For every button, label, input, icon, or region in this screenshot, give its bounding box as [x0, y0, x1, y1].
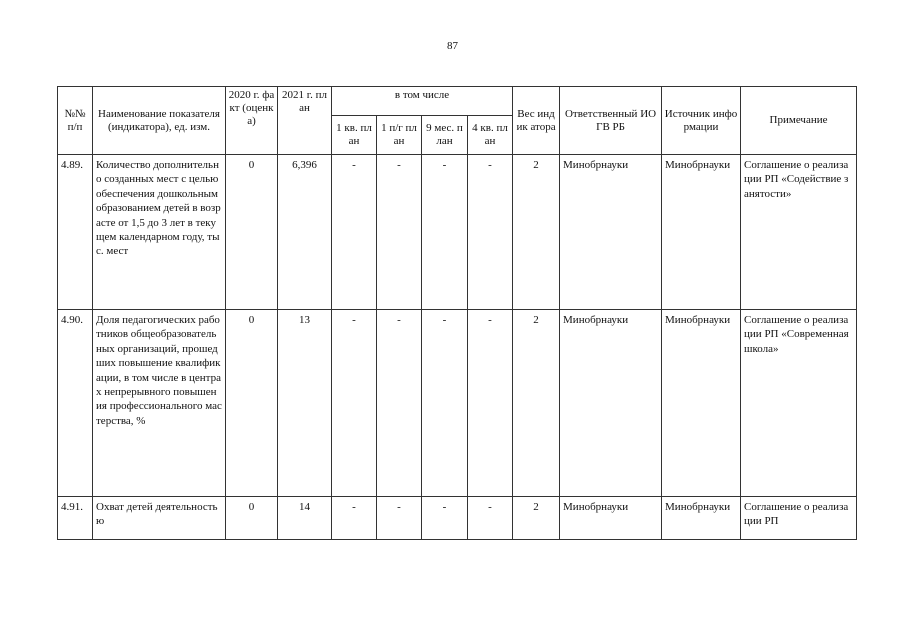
header-q1: 1 кв. план	[332, 116, 377, 155]
cell-note: Соглашение о реализации РП «Современная школа»	[741, 310, 857, 497]
table-row	[58, 310, 857, 497]
cell-source: Минобрнауки	[662, 155, 741, 310]
cell-weight: 2	[513, 310, 560, 497]
cell-name: Охват детей деятельностью	[93, 497, 226, 540]
cell-plan-2021: 6,396	[278, 155, 332, 310]
cell-9m: -	[422, 155, 468, 310]
table-header-row	[58, 87, 857, 116]
cell-q4: -	[468, 497, 513, 540]
cell-source: Минобрнауки	[662, 497, 741, 540]
cell-q1: -	[332, 497, 377, 540]
cell-num: 4.91.	[58, 497, 93, 540]
cell-responsible: Минобрнауки	[560, 310, 662, 497]
cell-q4: -	[468, 155, 513, 310]
header-name: Наименование показателя (индикатора), ед. изм.	[93, 87, 226, 155]
header-weight: Вес индик атора	[513, 87, 560, 155]
header-including: в том числе	[332, 87, 513, 116]
cell-plan-2021: 14	[278, 497, 332, 540]
cell-name: Количество дополнительно созданных мест с целью обеспечения дошкольным образованием детей в возрасте от 1,5 до 3 лет в текущем календарном году, тыс. мест	[93, 155, 226, 310]
header-note: Примечание	[741, 87, 857, 155]
header-q4: 4 кв. план	[468, 116, 513, 155]
cell-q1: -	[332, 310, 377, 497]
header-num: №№ п/п	[58, 87, 93, 155]
cell-name: Доля педагогических работников общеобразовательных организаций, прошедших повышение квалификации, в том числе в центрах непрерывного повышения профессионального мастерства, %	[93, 310, 226, 497]
cell-plan-2021: 13	[278, 310, 332, 497]
header-fact-2020: 2020 г. факт (оценка)	[226, 87, 278, 155]
cell-h1: -	[377, 497, 422, 540]
cell-responsible: Минобрнауки	[560, 155, 662, 310]
cell-fact-2020: 0	[226, 155, 278, 310]
page-number: 87	[447, 40, 458, 52]
table-row	[58, 155, 857, 310]
indicators-table	[57, 86, 857, 540]
cell-responsible: Минобрнауки	[560, 497, 662, 540]
table-row	[58, 497, 857, 540]
cell-source: Минобрнауки	[662, 310, 741, 497]
cell-9m: -	[422, 497, 468, 540]
cell-fact-2020: 0	[226, 310, 278, 497]
cell-num: 4.89.	[58, 155, 93, 310]
cell-9m: -	[422, 310, 468, 497]
header-h1: 1 п/г план	[377, 116, 422, 155]
header-9m: 9 мес. план	[422, 116, 468, 155]
cell-weight: 2	[513, 497, 560, 540]
cell-note: Соглашение о реализации РП	[741, 497, 857, 540]
cell-h1: -	[377, 155, 422, 310]
cell-num: 4.90.	[58, 310, 93, 497]
header-plan-2021: 2021 г. план	[278, 87, 332, 155]
cell-note: Соглашение о реализации РП «Содействие занятости»	[741, 155, 857, 310]
cell-h1: -	[377, 310, 422, 497]
cell-weight: 2	[513, 155, 560, 310]
cell-fact-2020: 0	[226, 497, 278, 540]
cell-q1: -	[332, 155, 377, 310]
cell-q4: -	[468, 310, 513, 497]
header-responsible: Ответственный ИОГВ РБ	[560, 87, 662, 155]
header-source: Источник информации	[662, 87, 741, 155]
